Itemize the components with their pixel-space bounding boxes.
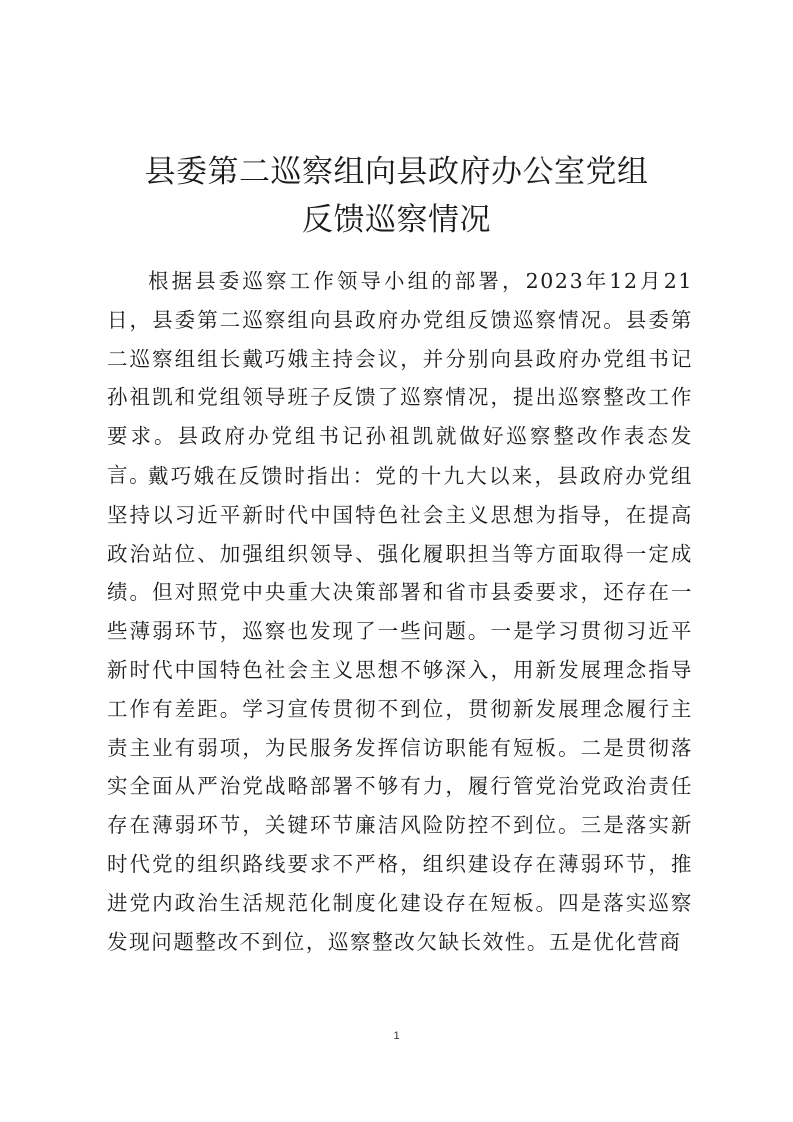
body-paragraph-2: 戴巧娥在反馈时指出：党的十九大以来，县政府办党组坚持以习近平新时代中国特色社会主义思想为指导，在提高政治站位、加强组织领导、强化履职担当等方面取得一定成绩。但对照党中央重大决策部署和省市县委要求，还存在一些薄弱环节，巡察也发现了一些问题。一是学习贯彻习近平新时代中国特色社会主义思想不够深入，用新发展理念指导工作有差距。学习宣传贯彻不到位，贯彻新发展理念履行主责主业有弱项，为民服务发挥信访职能有短板。二是贯彻落实全面从严治党战略部署不够有力，履行管党治党政治责任存在薄弱环节，关键环节廉洁风险防控不到位。三是落实新时代党的组织路线要求不严格，组织建设存在薄弱环节，推进党内政治生活规范化制度化建设存在短板。四是落实巡察发现问题整改不到位，巡察整改欠缺长效性。五是优化营商	[107, 464, 693, 954]
document-title-line-1: 县委第二巡察组向县政府办公室党组	[144, 154, 649, 190]
document-title-line-2: 反馈巡察情况	[302, 202, 491, 238]
body-paragraph-1: 根据县委巡察工作领导小组的部署，2023年12月21日，县委第二巡察组向县政府办党组反馈巡察情况。县委第二巡察组组长戴巧娥主持会议，并分别向县政府办党组书记孙祖凯和党组领导班子反馈了巡察情况，提出巡察整改工作要求。县政府办党组书记孙祖凯就做好巡察整改作表态发言。	[107, 269, 693, 487]
page-number: 1	[393, 1030, 400, 1042]
